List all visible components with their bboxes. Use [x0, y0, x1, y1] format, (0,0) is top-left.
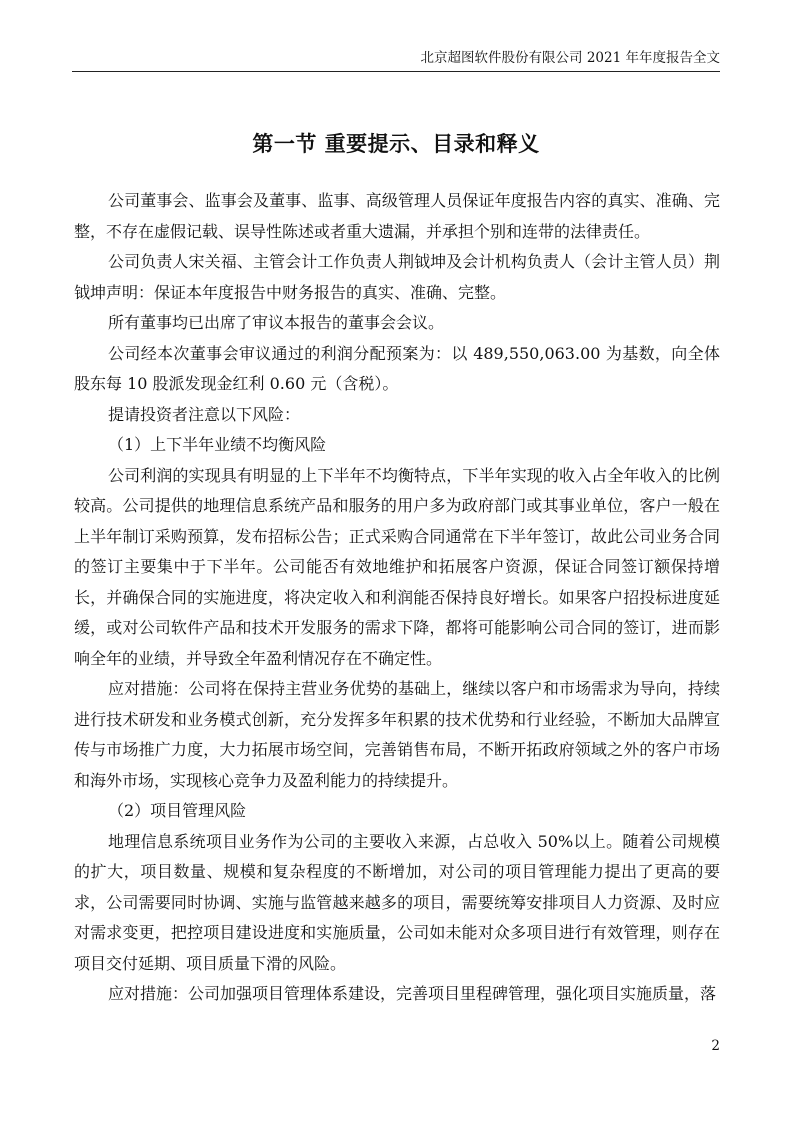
paragraph: 提请投资者注意以下风险： [108, 404, 301, 424]
paragraph: 应对措施：公司加强项目管理体系建设，完善项目里程碑管理，强化项目实施质量，落 [108, 984, 717, 1003]
body-text [74, 186, 720, 1010]
paragraph: 公司利润的实现具有明显的上下半年不均衡特点，下半年实现的收入占全年收入的比例较高。公司提供的地理信息系统产品和服务的用户多为政府部门或其事业单位，客户一般在上半年制订采购预算，发布招标公告；正式采购合同通常在下半年签订，故此公司业务合同的签订主要集中于下半年。公司能否有效地维护和拓展客户资源，保证合同签订额保持增长，并确保合同的实施进度，将决定收入和利润能否保持良好增长。如果客户招投标进度延缓，或对公司软件产品和技术开发服务的需求下降，都将可能影响公司合同的签订，进而影响全年的业绩，并导致全年盈利情况存在不确定性。 [74, 465, 720, 668]
paragraph: 地理信息系统项目业务作为公司的主要收入来源，占总收入 50%以上。随着公司规模的扩大，项目数量、规模和复杂程度的不断增加，对公司的项目管理能力提出了更高的要求，公司需要同时协调、实施与监管越来越多的项目，需要统筹安排项目人力资源、及时应对需求变更，把控项目建设进度和实施质量，公司如未能对众多项目进行有效管理，则存在项目交付延期、项目质量下滑的风险。 [74, 831, 720, 973]
risk-heading: （1）上下半年业绩不均衡风险 [108, 435, 327, 454]
paragraph: 所有董事均已出席了审议本报告的董事会会议。 [108, 313, 445, 332]
section-title: 第一节 重要提示、目录和释义 [252, 131, 540, 156]
paragraph: 公司董事会、监事会及董事、监事、高级管理人员保证年度报告内容的真实、准确、完整，不存在虚假记载、误导性陈述或者重大遗漏，并承担个别和连带的法律责任。 [74, 191, 720, 241]
paragraph: 公司负责人宋关福、主管会计工作负责人荆钺坤及会计机构负责人（会计主管人员）荆钺坤声明：保证本年度报告中财务报告的真实、准确、完整。 [74, 252, 720, 302]
paragraph: 应对措施：公司将在保持主营业务优势的基础上，继续以客户和市场需求为导向，持续进行技术研发和业务模式创新，充分发挥多年积累的技术优势和行业经验，不断加大品牌宣传与市场推广力度，大力拓展市场空间，完善销售布局，不断开拓政府领域之外的客户市场和海外市场，实现核心竞争力及盈利能力的持续提升。 [74, 679, 720, 790]
paragraph: 公司经本次董事会审议通过的利润分配预案为：以 489,550,063.00 为基数，向全体股东每 10 股派发现金红利 0.60 元（含税）。 [74, 343, 720, 393]
page-number: 2 [711, 1038, 720, 1054]
running-header: 北京超图软件股份有限公司 2021 年年度报告全文 [72, 47, 720, 72]
risk-heading: （2）项目管理风险 [108, 801, 247, 820]
